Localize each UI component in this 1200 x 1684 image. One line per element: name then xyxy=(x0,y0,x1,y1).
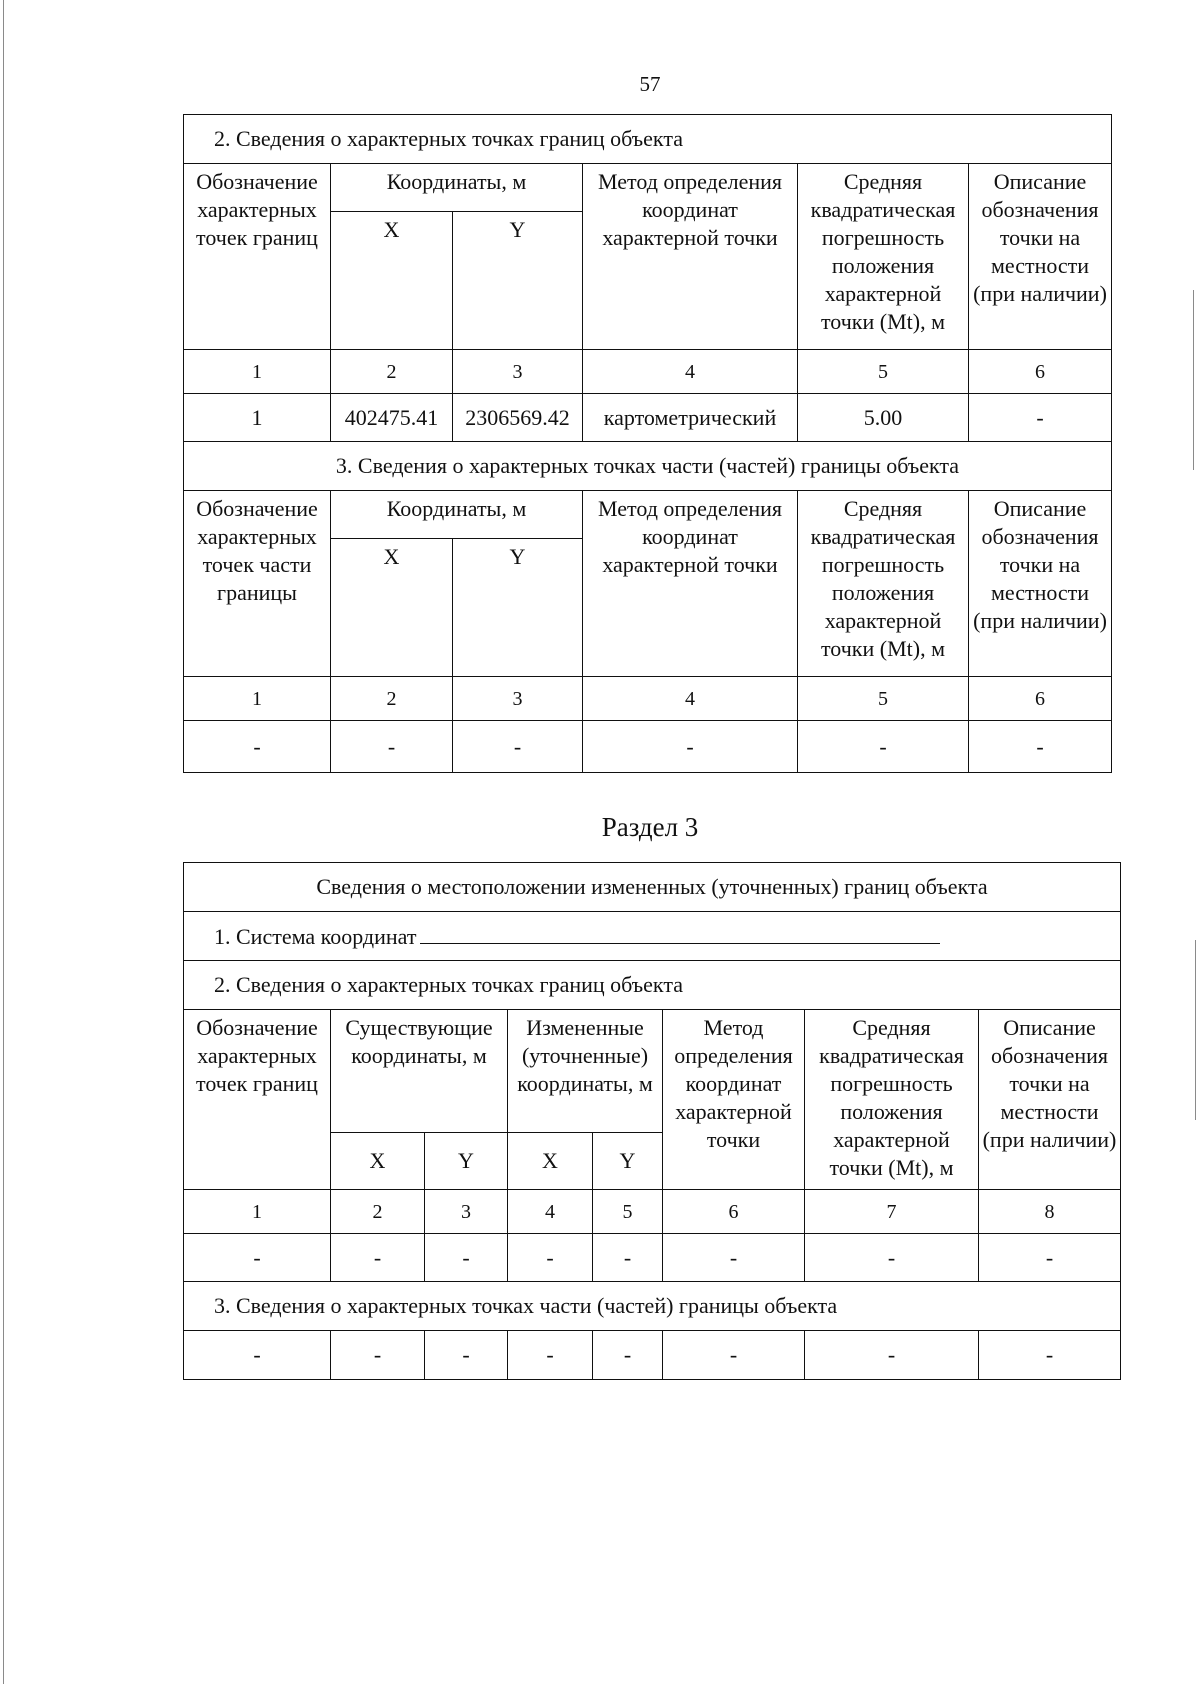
changed-boundaries-title: Сведения о местоположении измененных (уточненных) границ объекта xyxy=(184,863,1121,912)
column-number: 3 xyxy=(453,350,583,394)
column-number: 6 xyxy=(663,1190,805,1234)
section-title-part-boundary-points: 3. Сведения о характерных точках части (частей) границы объекта xyxy=(184,1282,1121,1331)
column-number-row xyxy=(184,1190,1121,1234)
column-number: 3 xyxy=(425,1190,508,1234)
column-number: 4 xyxy=(583,350,798,394)
column-number: 1 xyxy=(184,677,331,721)
column-number: 5 xyxy=(798,677,969,721)
column-number: 4 xyxy=(583,677,798,721)
header-x-changed: X xyxy=(508,1133,593,1190)
coordinate-system-label: 1. Система координат xyxy=(214,924,417,949)
changed-boundaries-table xyxy=(183,862,1121,1380)
table-row xyxy=(184,1234,1121,1282)
header-designation: Обозначение характерных точек части границы xyxy=(184,491,331,677)
header-error: Средняя квадратическая погрешность положения характерной точки (Mt), м xyxy=(798,164,969,350)
boundary-points-table xyxy=(183,114,1112,773)
cell-error: - xyxy=(805,1331,979,1380)
header-existing-coordinates: Существующие координаты, м xyxy=(331,1010,508,1133)
column-number: 6 xyxy=(969,677,1112,721)
cell-x-changed: - xyxy=(508,1234,593,1282)
section-title-boundary-points: 2. Сведения о характерных точках границ объекта xyxy=(184,961,1121,1010)
header-x: X xyxy=(331,212,453,350)
cell-method: картометрический xyxy=(583,394,798,442)
section-title-boundary-points: 2. Сведения о характерных точках границ объекта xyxy=(184,115,1112,164)
cell-point-id: - xyxy=(184,1331,331,1380)
cell-y-existing: - xyxy=(425,1331,508,1380)
table-row xyxy=(184,394,1112,442)
coordinate-system-row xyxy=(184,912,1121,961)
header-x-existing: X xyxy=(331,1133,425,1190)
cell-description: - xyxy=(979,1331,1121,1380)
cell-description: - xyxy=(979,1234,1121,1282)
header-designation: Обозначение характерных точек границ xyxy=(184,164,331,350)
cell-y-existing: - xyxy=(425,1234,508,1282)
cell-y: - xyxy=(453,721,583,773)
cell-description: - xyxy=(969,721,1112,773)
scan-edge-right xyxy=(1193,290,1194,470)
coordinate-system-blank xyxy=(420,921,940,944)
cell-method: - xyxy=(663,1331,805,1380)
column-number: 1 xyxy=(184,350,331,394)
cell-point-id: - xyxy=(184,1234,331,1282)
header-y-existing: Y xyxy=(425,1133,508,1190)
header-changed-coordinates: Измененные (уточненные) координаты, м xyxy=(508,1010,663,1133)
header-coordinates: Координаты, м xyxy=(331,164,583,212)
column-number-row xyxy=(184,677,1112,721)
header-coordinates: Координаты, м xyxy=(331,491,583,539)
column-number: 1 xyxy=(184,1190,331,1234)
column-number: 5 xyxy=(798,350,969,394)
cell-description: - xyxy=(969,394,1112,442)
header-method: Метод определения координат характерной точки xyxy=(583,491,798,677)
table-row xyxy=(184,1331,1121,1380)
header-method: Метод определения координат характерной точки xyxy=(583,164,798,350)
header-method: Метод определения координат характерной точки xyxy=(663,1010,805,1190)
cell-error: 5.00 xyxy=(798,394,969,442)
column-number: 2 xyxy=(331,350,453,394)
column-number: 3 xyxy=(453,677,583,721)
header-designation: Обозначение характерных точек границ xyxy=(184,1010,331,1190)
section-heading: Раздел 3 xyxy=(601,812,699,842)
header-error: Средняя квадратическая погрешность положения характерной точки (Mt), м xyxy=(805,1010,979,1190)
cell-point-id: 1 xyxy=(184,394,331,442)
scan-edge-right-lower xyxy=(1195,940,1196,1120)
column-number: 7 xyxy=(805,1190,979,1234)
section-title-part-boundary-points: 3. Сведения о характерных точках части (частей) границы объекта xyxy=(184,442,1112,491)
cell-y-changed: - xyxy=(593,1234,663,1282)
cell-x-existing: - xyxy=(331,1331,425,1380)
page-number: 57 xyxy=(639,72,661,96)
cell-x: - xyxy=(331,721,453,773)
header-y: Y xyxy=(453,539,583,677)
cell-method: - xyxy=(583,721,798,773)
header-y-changed: Y xyxy=(593,1133,663,1190)
table-row xyxy=(184,721,1112,773)
header-description: Описание обозначения точки на местности (при наличии) xyxy=(979,1010,1121,1190)
column-number: 2 xyxy=(331,1190,425,1234)
header-description: Описание обозначения точки на местности (при наличии) xyxy=(969,164,1112,350)
header-y: Y xyxy=(453,212,583,350)
column-number: 5 xyxy=(593,1190,663,1234)
cell-y: 2306569.42 xyxy=(453,394,583,442)
column-number: 2 xyxy=(331,677,453,721)
cell-error: - xyxy=(805,1234,979,1282)
header-error: Средняя квадратическая погрешность положения характерной точки (Mt), м xyxy=(798,491,969,677)
cell-point-id: - xyxy=(184,721,331,773)
column-number: 4 xyxy=(508,1190,593,1234)
cell-x-changed: - xyxy=(508,1331,593,1380)
column-number: 8 xyxy=(979,1190,1121,1234)
cell-y-changed: - xyxy=(593,1331,663,1380)
cell-x: 402475.41 xyxy=(331,394,453,442)
column-number-row xyxy=(184,350,1112,394)
header-description: Описание обозначения точки на местности (при наличии) xyxy=(969,491,1112,677)
cell-error: - xyxy=(798,721,969,773)
cell-method: - xyxy=(663,1234,805,1282)
column-number: 6 xyxy=(969,350,1112,394)
cell-x-existing: - xyxy=(331,1234,425,1282)
header-x: X xyxy=(331,539,453,677)
